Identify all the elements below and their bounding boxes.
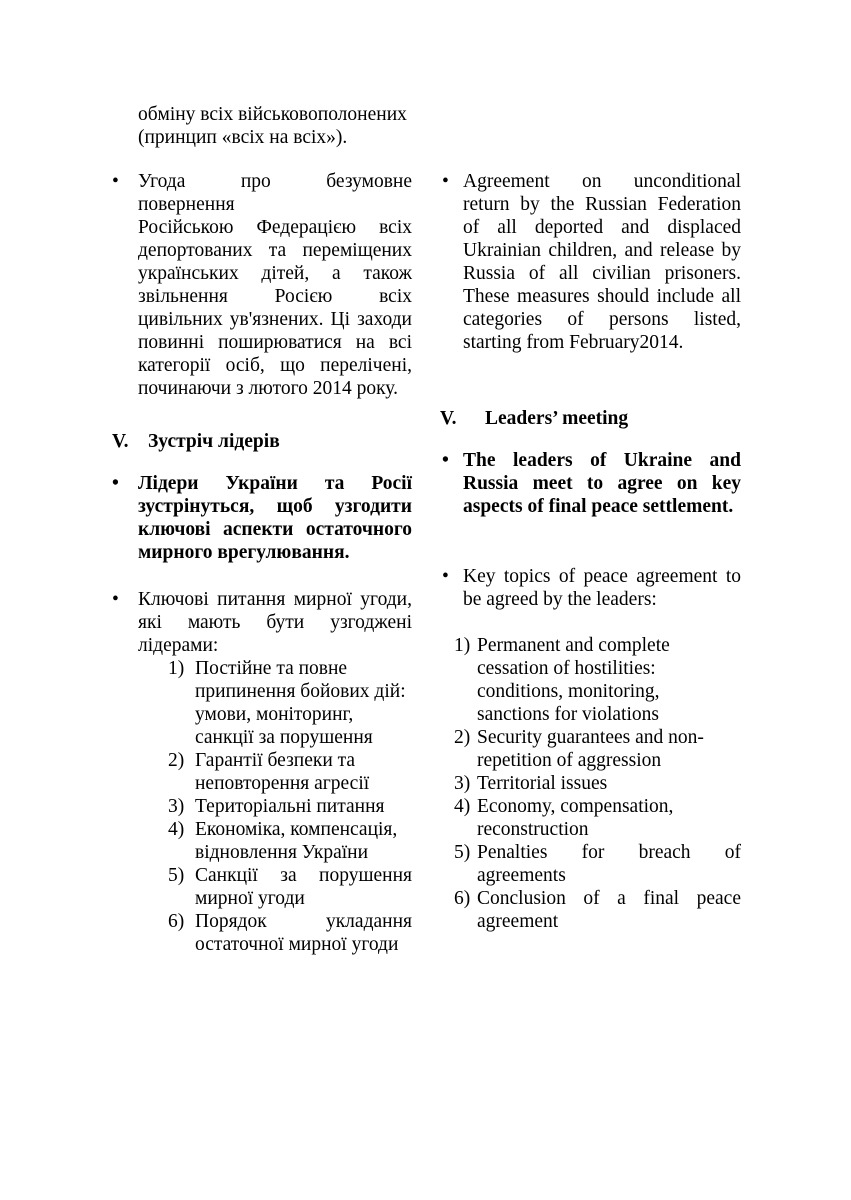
- item-text: [195, 910, 412, 956]
- item-text: [477, 841, 741, 887]
- text-line: ключові аспекти остаточного: [138, 519, 412, 540]
- item-number: 4): [454, 796, 471, 817]
- text-line: звільнення Росією всіх: [138, 286, 412, 307]
- item-text: [195, 864, 412, 910]
- heading-title: Зустріч лідерів: [148, 431, 280, 452]
- text-line: починаючи з лютого 2014 року.: [138, 378, 398, 399]
- para-pow-exchange-ua: [112, 103, 414, 149]
- bullet-leaders-meet-en: [440, 449, 744, 518]
- text-line: Conclusion of a final peace: [477, 888, 741, 909]
- numbered-item-1-ua: [112, 657, 414, 749]
- text-line: Russia of all civilian prisoners.: [463, 263, 741, 284]
- text-line: Постійне та повне: [195, 658, 348, 679]
- text-line: return by the Russian Federation: [463, 194, 741, 215]
- text-line: Penalties for breach of: [477, 842, 741, 863]
- text-line: Ключові питання мирної угоди,: [138, 589, 412, 610]
- text-line: умови, моніторинг,: [195, 704, 354, 725]
- text-line: повинні поширюватися на всі: [138, 332, 412, 353]
- bullet-text: [138, 472, 412, 564]
- text-line: санкції за порушення: [195, 727, 373, 748]
- text-line: Agreement on unconditional: [463, 171, 741, 192]
- english-column: [440, 0, 744, 1200]
- bullet-key-topics-ua: [112, 588, 414, 657]
- text-line: Санкції за порушення: [195, 865, 412, 886]
- bullet-icon: •: [442, 450, 449, 471]
- text-line: aspects of final peace settlement.: [463, 496, 734, 517]
- item-text: [195, 749, 412, 795]
- text-line: Ukrainian children, and release by: [463, 240, 741, 261]
- numbered-item-4-ua: [112, 818, 414, 864]
- bullet-text: [463, 449, 741, 518]
- bullet-icon: •: [112, 589, 119, 610]
- text-line: starting from February2014.: [463, 332, 684, 353]
- item-number: 3): [454, 773, 471, 794]
- text-line: These measures should include all: [463, 286, 741, 307]
- item-number: 2): [168, 750, 185, 771]
- item-number: 2): [454, 727, 471, 748]
- numbered-item-5-ua: [112, 864, 414, 910]
- numbered-item-3-ua: [112, 795, 414, 818]
- text-line: The leaders of Ukraine and: [463, 450, 741, 471]
- bullet-text: [138, 588, 412, 657]
- item-number: 5): [168, 865, 185, 886]
- text-line: be agreed by the leaders:: [463, 589, 657, 610]
- bullet-children-return-ua: [112, 170, 414, 400]
- bullet-key-topics-en: [440, 565, 744, 611]
- heading-title: Leaders’ meeting: [485, 408, 629, 429]
- numbered-item-1-en: [440, 634, 744, 726]
- item-number: 6): [454, 888, 471, 909]
- item-text: [477, 795, 741, 841]
- item-number: 1): [454, 635, 471, 656]
- text-line: які мають бути узгоджені: [138, 612, 412, 633]
- text-line: repetition of aggression: [477, 750, 662, 771]
- text-line: Російською Федерацією всіх: [138, 217, 412, 238]
- text-line: Порядок укладання: [195, 911, 412, 932]
- item-text: [477, 726, 741, 772]
- text-line: agreements: [477, 865, 566, 886]
- item-text: [195, 818, 412, 864]
- item-number: 5): [454, 842, 471, 863]
- text-line: Key topics of peace agreement to: [463, 566, 741, 587]
- text-line: категорії осіб, що перелічені,: [138, 355, 412, 376]
- text-line: Лідери України та Росії: [138, 473, 412, 494]
- text-line: мирного врегулювання.: [138, 542, 350, 563]
- bullet-icon: •: [112, 171, 119, 192]
- item-text: [477, 772, 741, 795]
- text-line: неповторення агресії: [195, 773, 370, 794]
- numbered-item-4-en: [440, 795, 744, 841]
- text-line: лідерами:: [138, 635, 219, 656]
- bullet-icon: •: [442, 566, 449, 587]
- paragraph-text: [138, 103, 412, 149]
- item-text: [477, 887, 741, 933]
- text-line: categories of persons listed,: [463, 309, 741, 330]
- text-line: мирної угоди: [195, 888, 305, 909]
- text-line: sanctions for violations: [477, 704, 659, 725]
- text-line: reconstruction: [477, 819, 589, 840]
- numbered-item-3-en: [440, 772, 744, 795]
- item-number: 6): [168, 911, 185, 932]
- text-line: Permanent and complete: [477, 635, 670, 656]
- item-text: [195, 795, 412, 818]
- text-line: Територіальні питання: [195, 796, 385, 817]
- text-line: cessation of hostilities:: [477, 658, 656, 679]
- text-line: Territorial issues: [477, 773, 608, 794]
- numbered-item-6-en: [440, 887, 744, 933]
- text-line: (принцип «всіх на всіх»).: [138, 127, 348, 148]
- text-line: agreement: [477, 911, 559, 932]
- bullet-icon: •: [442, 171, 449, 192]
- text-line: Economy, compensation,: [477, 796, 674, 817]
- heading-number: V.: [112, 431, 129, 452]
- ukrainian-column: [112, 0, 414, 1200]
- heading-number: V.: [440, 408, 457, 429]
- numbered-item-2-ua: [112, 749, 414, 795]
- text-line: остаточної мирної угоди: [195, 934, 399, 955]
- bullet-text: [463, 170, 741, 354]
- item-number: 1): [168, 658, 185, 679]
- text-line: обміну всіх військовополонених: [138, 104, 407, 125]
- text-line: Security guarantees and non-: [477, 727, 704, 748]
- text-line: українських дітей, а також: [138, 263, 412, 284]
- text-line: депортованих та переміщених: [138, 240, 412, 261]
- text-line: цивільних ув'язнених. Ці заходи: [138, 309, 412, 330]
- bullet-text: [463, 565, 741, 611]
- section-v-heading-en: [440, 407, 744, 430]
- bullet-children-return-en: [440, 170, 744, 354]
- text-line: Угода про безумовне повернення: [138, 171, 412, 215]
- text-line: of all deported and displaced: [463, 217, 741, 238]
- item-text: [195, 657, 412, 749]
- text-line: Економіка, компенсація,: [195, 819, 398, 840]
- bullet-leaders-meet-ua: [112, 472, 414, 564]
- item-number: 3): [168, 796, 185, 817]
- item-text: [477, 634, 741, 726]
- text-line: припинення бойових дій:: [195, 681, 406, 702]
- text-line: зустрінуться, щоб узгодити: [138, 496, 412, 517]
- text-line: Russia meet to agree on key: [463, 473, 741, 494]
- numbered-item-2-en: [440, 726, 744, 772]
- text-line: відновлення України: [195, 842, 369, 863]
- item-number: 4): [168, 819, 185, 840]
- text-line: Гарантії безпеки та: [195, 750, 356, 771]
- bullet-icon: •: [112, 473, 119, 494]
- section-v-heading-ua: [112, 430, 414, 453]
- numbered-item-6-ua: [112, 910, 414, 956]
- numbered-item-5-en: [440, 841, 744, 887]
- bullet-text: [138, 170, 412, 400]
- text-line: conditions, monitoring,: [477, 681, 660, 702]
